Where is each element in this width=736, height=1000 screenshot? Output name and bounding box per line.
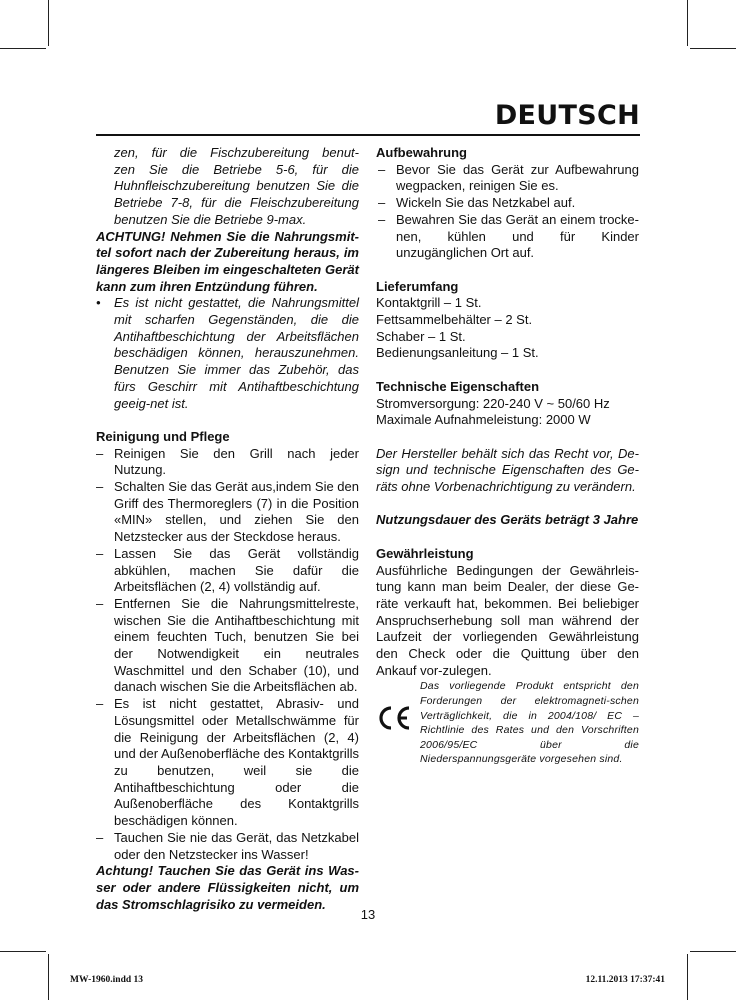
cleaning-item (96, 696, 359, 830)
crop-mark (48, 0, 49, 46)
crop-mark (690, 951, 736, 952)
cleaning-item (96, 446, 359, 479)
dash-marker: – (96, 479, 104, 495)
dash-marker: – (96, 545, 104, 561)
cleaning-item-text: Es ist nicht gestattet, Abrasiv- und Lösungsmittel oder Metallschwämme für die Reinigung der Arbeitsflächen (2, 4) und der Außenoberfläche des Kontaktgrills zu benutzen, weil sie die Antihaftbeschichtung oder die Außenoberfläche des Kontaktgrills beschädigen können. (114, 696, 359, 829)
delivery-line: Fettsammelbehälter – 2 St. (376, 312, 533, 328)
right-column (376, 145, 639, 769)
text-line: benutzen Sie die Betriebe 9-max. (114, 211, 307, 227)
cleaning-item-text: Schalten Sie das Gerät aus,indem Sie den Griff des Thermoreglers (7) in die Position «MIN» stellen, und ziehen Sie den Netzstecker aus der Steckdose heraus. (114, 479, 359, 545)
storage-item-text: Wickeln Sie das Netzkabel auf. (396, 195, 576, 211)
cleaning-item (96, 479, 359, 546)
crop-mark (0, 48, 46, 49)
bullet-item (96, 295, 359, 412)
page-title: DEUTSCH (494, 100, 640, 131)
storage-item (376, 195, 639, 212)
crop-mark (687, 954, 688, 1000)
crop-mark (690, 48, 736, 49)
specs-line: Maximale Aufnahmeleistung: 2000 W (376, 412, 591, 428)
file-slug: MW-1960.indd 13 (70, 975, 144, 985)
manufacturer-note: Der Hersteller behält sich das Recht vor, De-sign und technische Eigenschaften des Ge-räts ohne Vorbenachrichtigung zu verändern. (376, 445, 639, 495)
warning-paragraph: Achtung! Tauchen Sie das Gerät ins Was-ser oder andere Flüssigkeiten nicht, um das Stromschlagrisiko zu vermeiden. (96, 863, 359, 912)
storage-heading: Aufbewahrung (376, 145, 467, 160)
bullet-text: Es ist nicht gestattet, die Nahrungsmittel mit scharfen Gegenständen, die die Antihaftbeschichtung der Arbeitsflächen beschädigen können, herauszunehmen. Benutzen Sie immer das Zubehör, das fürs Geschirr mit Antihaftbeschichtung geeig-net ist. (114, 295, 359, 411)
cleaning-item (96, 830, 359, 863)
left-column (96, 145, 359, 913)
cleaning-item-text: Reinigen Sie den Grill nach jeder Nutzung. (114, 445, 359, 478)
delivery-line: Bedienungsanleitung – 1 St. (376, 345, 539, 361)
delivery-line: Schaber – 1 St. (376, 328, 466, 344)
header-rule (96, 134, 640, 136)
ce-conformity-text: Das vorliegende Produkt entspricht den Forderungen der elektromagneti-schen Verträglichkeit, die in 2004/108/ EC – Richtlinie des Rates und den Vorschriften 2006/95/EC über die Niederspannungsgeräte vorgesehen sind. (420, 680, 639, 766)
dash-marker: – (378, 211, 386, 227)
text-line: zen, für die Fischzubereitung benut- (114, 145, 359, 160)
cleaning-heading: Reinigung und Pflege (96, 428, 230, 444)
text-line: zen Sie die Betriebe 5-6, für die (114, 161, 359, 177)
cleaning-item (96, 596, 359, 696)
cooking-modes-continuation (96, 145, 359, 229)
dash-marker: – (378, 161, 386, 177)
ce-mark-icon (376, 705, 412, 731)
cleaning-item-text: Entfernen Sie die Nahrungsmittelreste, wischen Sie die Antihaftbeschichtung mit einem feuchten Tuch, benutzen Sie bei der Notwendigkeit ein neutrales Waschmittel und den Schaber (10), und danach wischen Sie die Arbeitsflächen ab. (114, 595, 359, 695)
warning-paragraph: ACHTUNG! Nehmen Sie die Nahrungsmit-tel sofort nach der Zubereitung heraus, im längeres Bleiben im eingeschalteten Gerät kann zum ihren Entzündung führen. (96, 228, 359, 294)
specs-heading: Technische Eigenschaften (376, 378, 540, 394)
bullet-marker: • (96, 295, 101, 311)
dash-marker: – (96, 829, 104, 845)
service-life: Nutzungsdauer des Geräts beträgt 3 Jahre (376, 512, 639, 528)
crop-mark (48, 954, 49, 1000)
dash-marker: – (378, 195, 386, 211)
storage-item-text: Bewahren Sie das Gerät an einem trocke-nen, kühlen und für Kinder unzugänglichen Ort auf. (396, 211, 639, 261)
storage-item (376, 212, 639, 262)
dash-marker: – (96, 696, 104, 712)
cleaning-item-text: Lassen Sie das Gerät vollständig abkühlen, machen Sie dafür die Arbeitsflächen (2, 4) vollständig auf. (114, 545, 359, 595)
date-slug: 12.11.2013 17:37:41 (585, 975, 665, 985)
warranty-heading: Gewährleistung (376, 545, 474, 561)
dash-marker: – (96, 445, 104, 461)
delivery-heading: Lieferumfang (376, 278, 459, 294)
storage-item-text: Bevor Sie das Gerät zur Aufbewahrung wegpacken, reinigen Sie es. (396, 161, 639, 194)
text-line: Betriebe 7-8, für die Fleischzubereitung (114, 195, 359, 211)
text-line: Huhnfleischzubereitung benutzen Sie die (114, 178, 359, 194)
delivery-line: Kontaktgrill – 1 St. (376, 295, 482, 311)
crop-mark (0, 951, 46, 952)
ce-conformity-block (376, 679, 639, 769)
cleaning-item (96, 546, 359, 596)
crop-mark (687, 0, 688, 46)
dash-marker: – (96, 595, 104, 611)
specs-line: Stromversorgung: 220-240 V ~ 50/60 Hz (376, 395, 610, 411)
cleaning-item-text: Tauchen Sie nie das Gerät, das Netzkabel oder den Netzstecker ins Wasser! (114, 829, 359, 862)
page-number: 13 (360, 907, 376, 922)
warranty-text: Ausführliche Bedingungen der Gewährleis-tung kann man beim Dealer, der diese Ge-räte verkauft hat, bekommen. Bei beliebiger Anspruchserhebung soll man während der Laufzeit der vorliegenden Gewährleistung den Check oder die Quittung über den Ankauf vor-zulegen. (376, 562, 639, 678)
storage-item (376, 162, 639, 195)
